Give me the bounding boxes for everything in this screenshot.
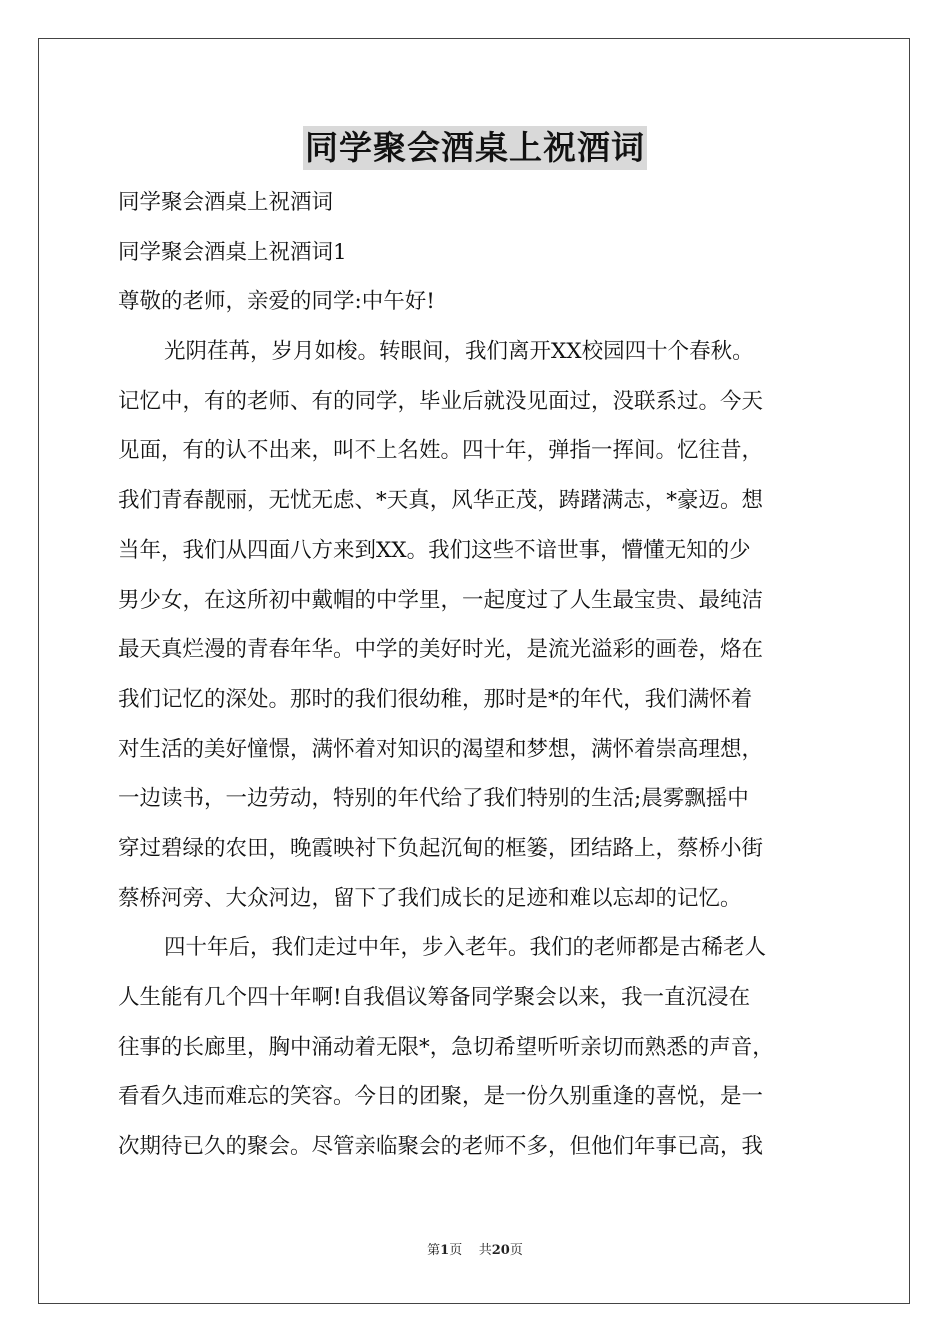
total-suffix: 页 bbox=[509, 1243, 523, 1258]
text-line: 看看久违而难忘的笑容。今日的团聚，是一份久别重逢的喜悦，是一 bbox=[118, 1084, 764, 1110]
text-line: 人生能有几个四十年啊!自我倡议筹备同学聚会以来，我一直沉浸在 bbox=[118, 985, 751, 1010]
page-prefix: 第 bbox=[427, 1243, 441, 1258]
text-line: 同学聚会酒桌上祝酒词1 bbox=[118, 239, 347, 265]
title-wrap bbox=[0, 126, 950, 170]
text-line: 记忆中，有的老师、有的同学，毕业后就没见面过，没联系过。今天 bbox=[118, 388, 764, 414]
text-line: 我们记忆的深处。那时的我们很幼稚，那时是*的年代，我们满怀着 bbox=[118, 686, 753, 712]
total-prefix: 共 bbox=[478, 1243, 492, 1258]
text-line: 见面，有的认不出来，叫不上名姓。四十年，弹指一挥间。忆往昔， bbox=[118, 438, 764, 464]
text-line: 光阴荏苒，岁月如梭。转眼间，我们离开XX校园四十个春秋。 bbox=[164, 339, 754, 365]
document-body bbox=[118, 178, 854, 1172]
document-title: 同学聚会酒桌上祝酒词 bbox=[303, 126, 647, 170]
text-line: 往事的长廊里，胸中涌动着无限*，急切希望听听亲切而熟悉的声音， bbox=[118, 1034, 774, 1060]
page-footer bbox=[0, 1242, 950, 1260]
text-line: 一边读书，一边劳动，特别的年代给了我们特别的生活;晨雾飘摇中 bbox=[118, 786, 749, 812]
page-suffix: 页 bbox=[449, 1243, 463, 1258]
text-line: 对生活的美好憧憬，满怀着对知识的渴望和梦想，满怀着崇高理想， bbox=[118, 736, 764, 762]
text-line: 最天真烂漫的青春年华。中学的美好时光，是流光溢彩的画卷，烙在 bbox=[118, 637, 764, 663]
text-line: 次期待已久的聚会。尽管亲临聚会的老师不多，但他们年事已高，我 bbox=[118, 1134, 764, 1160]
text-line: 四十年后，我们走过中年，步入老年。我们的老师都是古稀老人 bbox=[164, 935, 767, 961]
text-line: 蔡桥河旁、大众河边，留下了我们成长的足迹和难以忘却的记忆。 bbox=[118, 885, 742, 911]
text-line: 穿过碧绿的农田，晚霞映衬下负起沉甸的框篓，团结路上，蔡桥小街 bbox=[118, 835, 764, 861]
text-line: 尊敬的老师，亲爱的同学:中午好! bbox=[118, 289, 435, 315]
page-number: 1 bbox=[440, 1243, 450, 1258]
text-line: 我们青春靓丽，无忧无虑、*天真，风华正茂，踌躇满志，*豪迈。想 bbox=[118, 488, 764, 514]
text-line: 同学聚会酒桌上祝酒词 bbox=[118, 190, 334, 215]
text-line: 当年，我们从四面八方来到XX。我们这些不谙世事，懵懂无知的少 bbox=[118, 537, 751, 563]
text-line: 男少女，在这所初中戴帽的中学里，一起度过了人生最宝贵、最纯洁 bbox=[118, 587, 764, 613]
total-pages: 20 bbox=[491, 1243, 510, 1258]
